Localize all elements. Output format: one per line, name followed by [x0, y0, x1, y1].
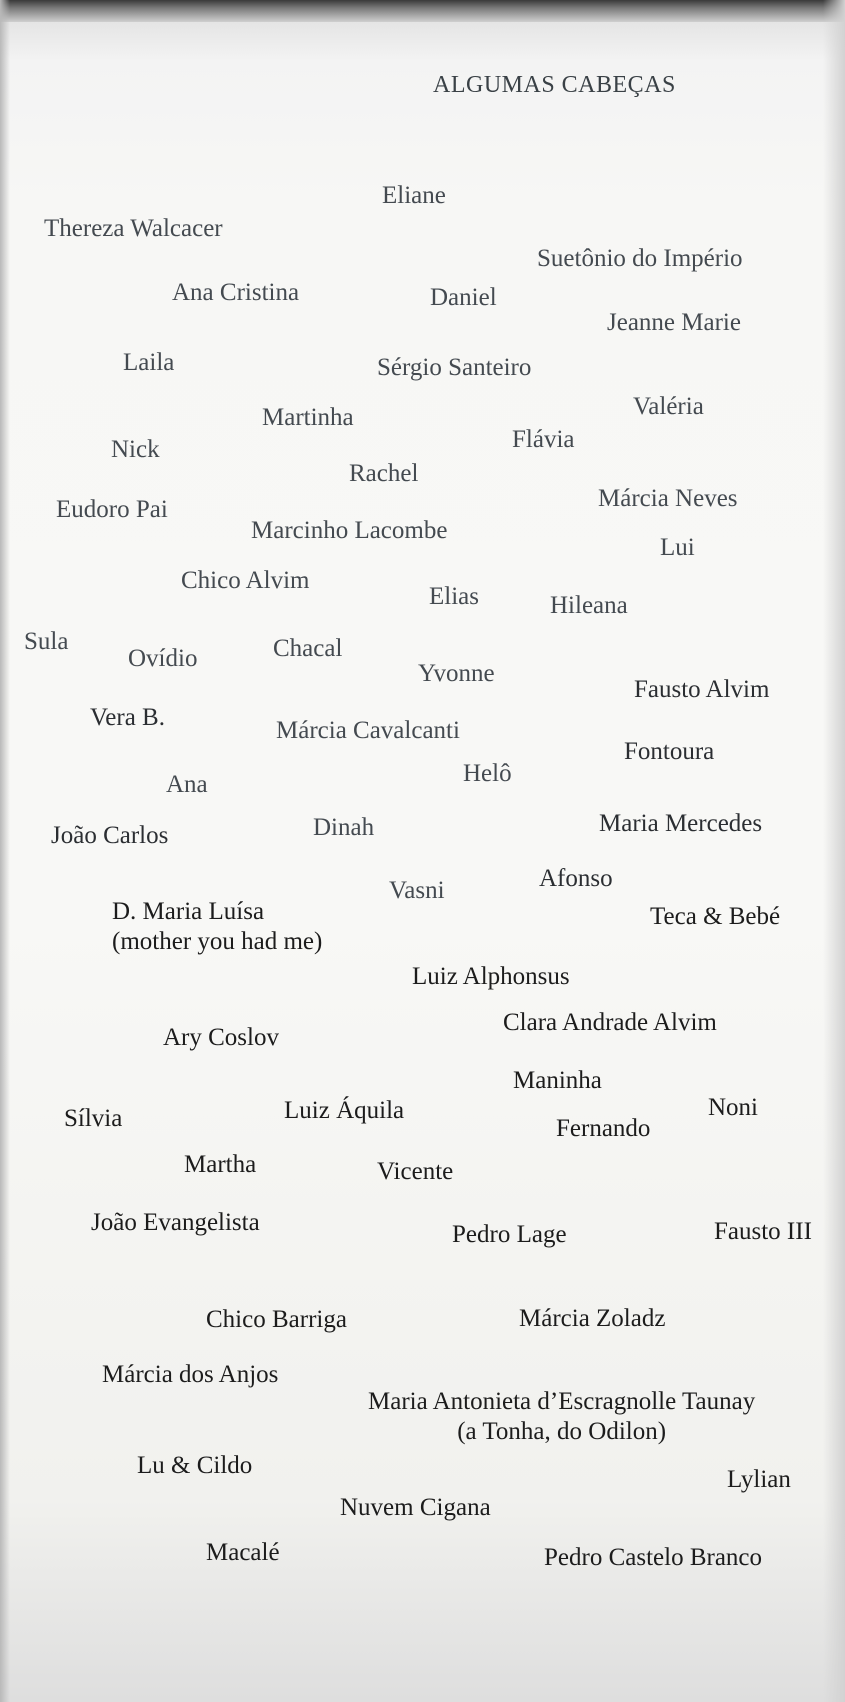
- page-left-shadow: [0, 0, 10, 1702]
- name-lu-cildo: Lu & Cildo: [137, 1452, 253, 1479]
- name-laila: Laila: [123, 349, 175, 376]
- name-rachel: Rachel: [349, 460, 419, 487]
- name-noni: Noni: [708, 1094, 758, 1121]
- name-pedro-castelo-branco: Pedro Castelo Branco: [544, 1544, 763, 1571]
- name-silvia: Sílvia: [64, 1105, 123, 1132]
- name-vicente: Vicente: [377, 1158, 454, 1185]
- name-lui: Lui: [660, 534, 695, 561]
- name-d-maria-luisa: [112, 897, 322, 957]
- name-marcia-zoladz: Márcia Zoladz: [519, 1305, 666, 1332]
- name-maninha: Maninha: [513, 1067, 602, 1094]
- name-nick: Nick: [111, 436, 160, 463]
- name-hileana: Hileana: [550, 592, 628, 619]
- name-fausto-iii: Fausto III: [714, 1218, 812, 1245]
- name-sula: Sula: [24, 628, 69, 655]
- name-dinah: Dinah: [313, 814, 375, 841]
- name-flavia: Flávia: [512, 426, 575, 453]
- page-right-shadow: [823, 0, 845, 1702]
- name-d-maria-luisa-line2: (mother you had me): [112, 928, 323, 955]
- name-luiz-alphonsus: Luiz Alphonsus: [412, 963, 570, 990]
- name-martinha: Martinha: [262, 404, 354, 431]
- name-maria-antonieta: [368, 1387, 755, 1447]
- name-chico-alvim: Chico Alvim: [181, 567, 310, 594]
- name-fontoura: Fontoura: [624, 738, 715, 765]
- name-marcia-neves: Márcia Neves: [598, 485, 738, 512]
- name-chico-barriga: Chico Barriga: [206, 1306, 347, 1333]
- name-sergio-santeiro: Sérgio Santeiro: [377, 354, 532, 381]
- page-top-shadow: [0, 0, 845, 22]
- name-marcia-dos-anjos: Márcia dos Anjos: [102, 1361, 279, 1388]
- name-d-maria-luisa-line1: D. Maria Luísa: [112, 898, 265, 925]
- page-title: ALGUMAS CABEÇAS: [433, 72, 676, 98]
- name-teca-bebe: Teca & Bebé: [650, 903, 781, 930]
- name-maria-antonieta-line1: Maria Antonieta d’Escragnolle Taunay: [368, 1388, 756, 1415]
- name-fausto-alvim: Fausto Alvim: [634, 676, 770, 703]
- name-macale: Macalé: [206, 1539, 280, 1566]
- name-valeria: Valéria: [633, 393, 704, 420]
- name-jeanne-marie: Jeanne Marie: [607, 309, 741, 336]
- name-eudoro-pai: Eudoro Pai: [56, 496, 168, 523]
- name-joao-evangelista: João Evangelista: [91, 1209, 260, 1236]
- name-eliane: Eliane: [382, 182, 446, 209]
- name-clara-andrade-alvim: Clara Andrade Alvim: [503, 1009, 717, 1036]
- name-yvonne: Yvonne: [418, 660, 495, 687]
- name-marcinho-lacombe: Marcinho Lacombe: [251, 517, 448, 544]
- name-ary-coslov: Ary Coslov: [163, 1024, 279, 1051]
- name-ana: Ana: [166, 771, 208, 798]
- name-luiz-aquila: Luiz Áquila: [284, 1097, 405, 1124]
- name-elias: Elias: [429, 583, 479, 610]
- name-thereza-walcacer: Thereza Walcacer: [44, 215, 223, 242]
- name-maria-antonieta-line2: (a Tonha, do Odilon): [457, 1418, 667, 1445]
- name-suetonio: Suetônio do Império: [537, 245, 743, 272]
- name-marcia-cavalcanti: Márcia Cavalcanti: [276, 717, 460, 744]
- name-ana-cristina: Ana Cristina: [172, 279, 300, 306]
- name-lylian: Lylian: [727, 1466, 791, 1493]
- name-afonso: Afonso: [539, 865, 613, 892]
- name-martha: Martha: [184, 1151, 257, 1178]
- name-vera-b: Vera B.: [90, 704, 165, 731]
- name-fernando: Fernando: [556, 1115, 651, 1142]
- name-maria-mercedes: Maria Mercedes: [599, 810, 763, 837]
- name-helo: Helô: [463, 760, 512, 787]
- name-ovidio: Ovídio: [128, 645, 198, 672]
- name-joao-carlos: João Carlos: [51, 822, 169, 849]
- name-chacal: Chacal: [273, 635, 343, 662]
- name-daniel: Daniel: [430, 284, 497, 311]
- name-pedro-lage: Pedro Lage: [452, 1221, 567, 1248]
- name-nuvem-cigana: Nuvem Cigana: [340, 1494, 491, 1521]
- name-vasni: Vasni: [389, 877, 445, 904]
